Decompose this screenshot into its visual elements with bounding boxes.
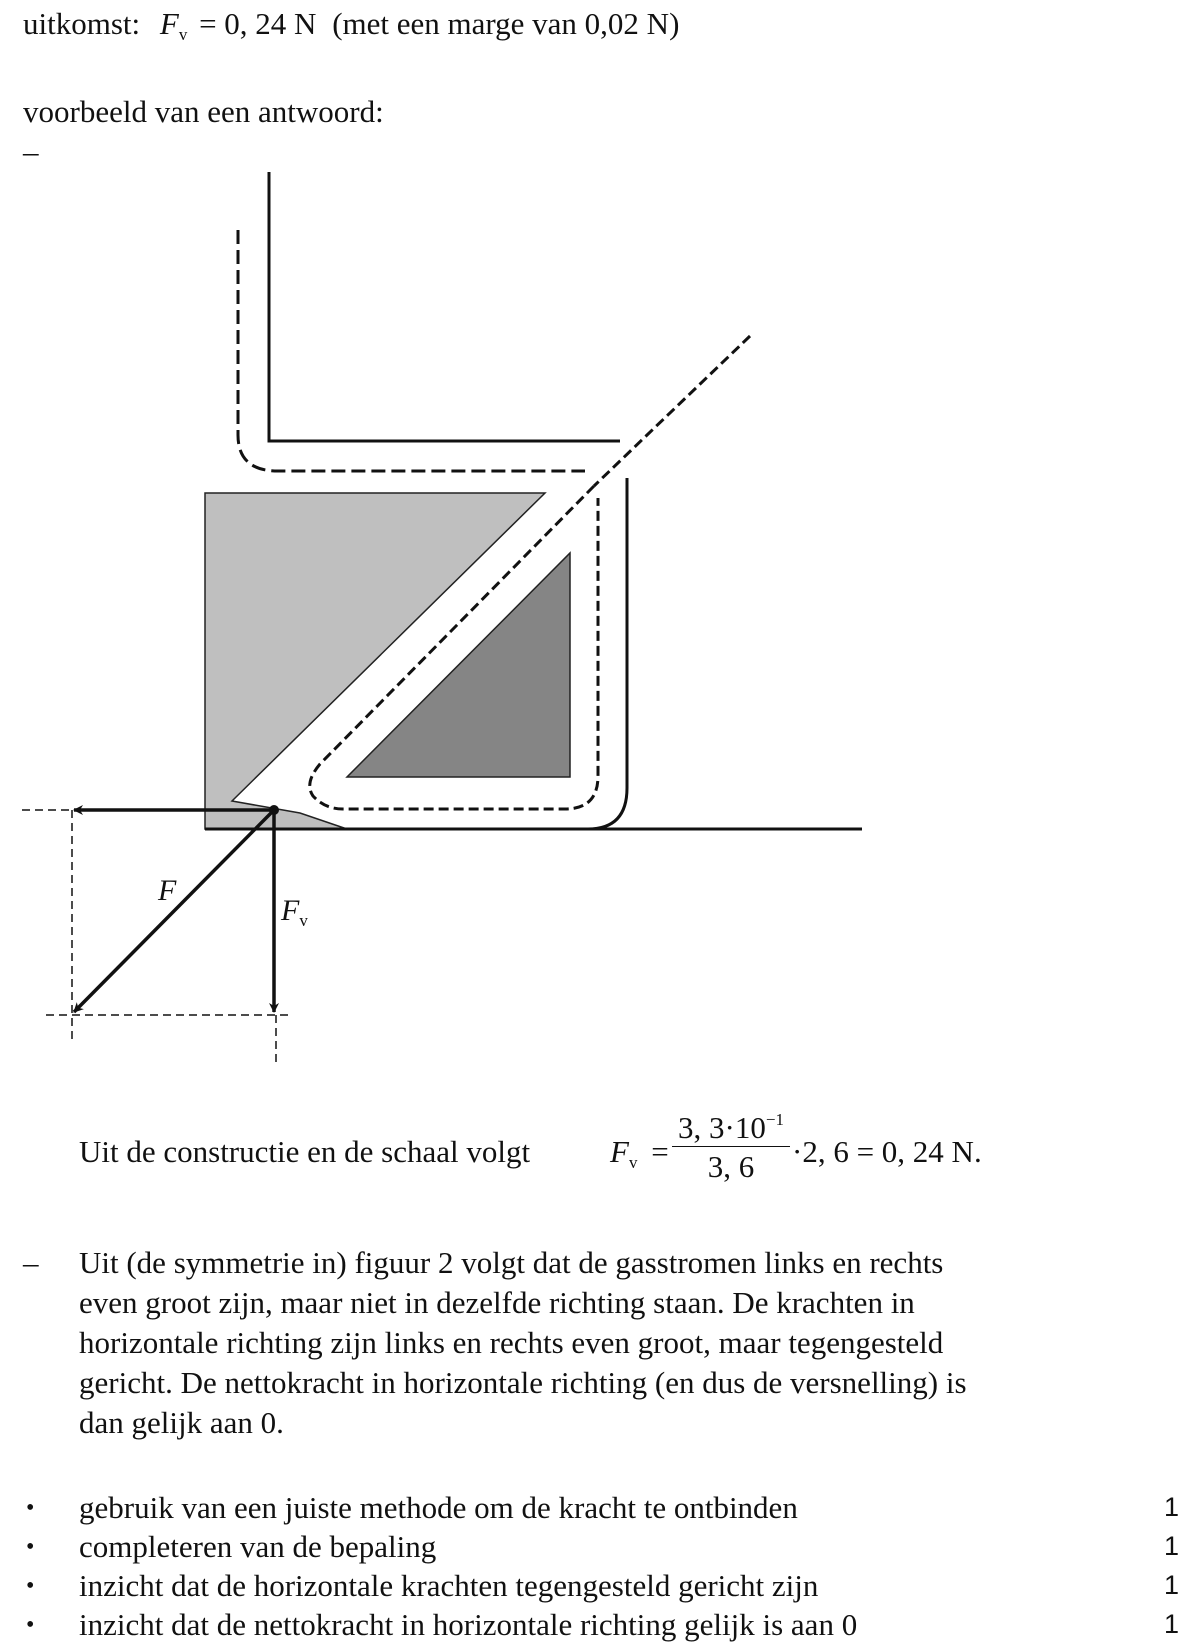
construction-text: Uit de constructie en de schaal volgt [79,1134,531,1169]
resultant-force-arrow [74,810,274,1012]
construction-equals: = [651,1134,669,1169]
result-value: = 0, 24 N [199,6,317,41]
label-Fv-symbol: F [281,894,300,927]
explanation-line: gericht. De nettokracht in horizontale richting (en dus de versnelling) is [79,1365,967,1400]
label-Fv [281,894,308,930]
fraction [672,1112,790,1182]
scoring-item-text: completeren van de bepaling [79,1529,437,1564]
first-dash: – [23,134,39,169]
fraction-numerator: 3, 3·10 [678,1110,766,1145]
bullet-icon: • [26,1495,35,1521]
scoring-item-points: 1 [1164,1492,1180,1522]
explanation-dash: – [23,1245,39,1280]
fraction-bar [672,1146,790,1147]
result-symbol: F [159,6,179,41]
construction-tail: ·2, 6 = 0, 24 N. [792,1134,982,1169]
right-wall [588,478,627,829]
result-subscript: v [178,25,188,44]
label-F: F [158,874,177,907]
scoring-item-points: 1 [1164,1570,1180,1600]
scoring-item-text: gebruik van een juiste methode om de kracht te ontbinden [79,1490,798,1525]
fraction-denominator: 3, 6 [707,1149,755,1184]
construction-symbol [610,1134,669,1172]
scoring-item-points: 1 [1164,1531,1180,1561]
scoring-item-text: inzicht dat de horizontale krachten tegengesteld gericht zijn [79,1568,819,1603]
upper-wall [269,172,620,441]
gas-flow-outer-dashed [238,230,585,471]
explanation-line: even groot zijn, maar niet in dezelfde richting staan. De krachten in [79,1285,915,1320]
fraction-numerator-exponent: −1 [765,1110,784,1129]
diagonal-dashed [594,336,750,486]
construction-subscript: v [628,1153,638,1172]
bullet-icon: • [26,1534,35,1560]
construction-F: F [610,1134,629,1169]
explanation-line: Uit (de symmetrie in) figuur 2 volgt dat de gasstromen links en rechts [79,1245,944,1280]
bullet-icon: • [26,1573,35,1599]
result-label: uitkomst: [23,6,141,41]
explanation-line: dan gelijk aan 0. [79,1405,284,1440]
result-margin: (met een marge van 0,02 N) [332,6,680,41]
label-Fv-subscript: v [299,911,308,930]
bullet-icon: • [26,1612,35,1638]
scoring-item-text: inzicht dat de nettokracht in horizontale richting gelijk is aan 0 [79,1607,858,1642]
scoring-item-points: 1 [1164,1609,1180,1639]
example-label: voorbeeld van een antwoord: [23,94,384,129]
explanation-line: horizontale richting zijn links en rechts even groot, maar tegengesteld [79,1325,944,1360]
